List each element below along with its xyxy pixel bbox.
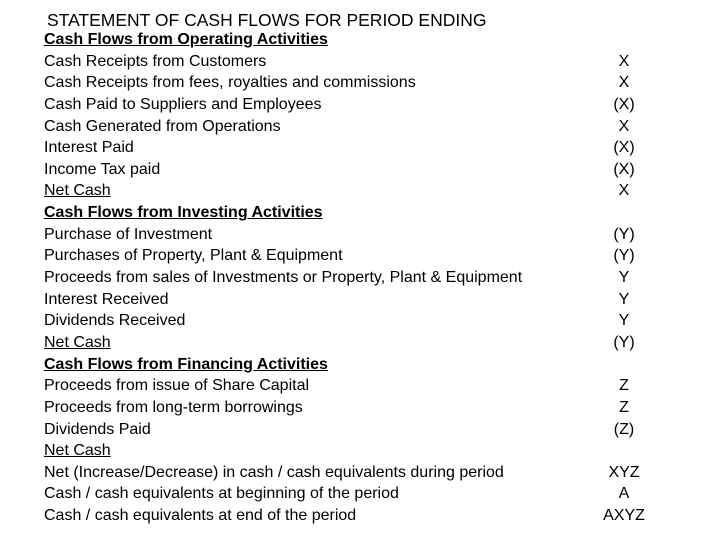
line-item-label: Cash Receipts from Customers [44, 52, 267, 70]
section-header-row [44, 202, 694, 224]
line-item-row [44, 51, 694, 73]
line-item-amount: (X) [613, 139, 635, 157]
line-item-amount: XYZ [608, 463, 640, 481]
net-cash-row [44, 440, 694, 462]
line-item-amount: X [618, 52, 630, 70]
line-item-label: Net (Increase/Decrease) in cash / cash equivalents during period [44, 463, 504, 481]
line-item-amount: Z [619, 377, 629, 395]
section-heading: Cash Flows from Investing Activities [44, 204, 323, 222]
line-item-label: Net Cash [44, 182, 111, 200]
line-item-label: Purchase of Investment [44, 225, 213, 243]
line-item-amount: X [618, 117, 630, 135]
line-item-label: Proceeds from long-term borrowings [44, 398, 303, 416]
line-item-amount: X [618, 74, 630, 92]
line-item-label: Purchases of Property, Plant & Equipment [44, 247, 343, 265]
line-item-amount: (X) [613, 95, 635, 113]
line-item-row [44, 289, 694, 311]
line-item-label: Proceeds from sales of Investments or Property, Plant & Equipment [44, 269, 523, 287]
line-item-row [44, 224, 694, 246]
line-item-row [44, 375, 694, 397]
line-item-amount: A [618, 485, 630, 503]
line-item-row [44, 159, 694, 181]
section-heading: Cash Flows from Operating Activities [44, 31, 328, 48]
line-item-row [44, 245, 694, 267]
net-cash-row [44, 180, 694, 202]
line-item-row [44, 310, 694, 332]
line-item-label: Cash / cash equivalents at beginning of the period [44, 485, 399, 503]
line-item-row [44, 419, 694, 441]
section-heading: Cash Flows from Financing Activities [44, 355, 328, 373]
line-item-row [44, 462, 694, 484]
line-item-label: Proceeds from issue of Share Capital [44, 377, 310, 395]
line-item-label: Interest Paid [44, 139, 134, 157]
section-header-row [44, 354, 694, 376]
line-item-row [44, 94, 694, 116]
line-item-amount: Y [618, 269, 630, 287]
line-item-row [44, 483, 694, 505]
line-item-label: Dividends Paid [44, 420, 151, 438]
line-item-amount: AXYZ [603, 507, 645, 525]
line-item-label: Dividends Received [44, 312, 186, 330]
cash-flow-table [44, 29, 694, 527]
line-item-amount: (Y) [613, 247, 635, 265]
line-item-amount: (X) [613, 160, 635, 178]
line-item-amount: (Y) [613, 333, 635, 351]
line-item-amount: X [618, 182, 630, 200]
line-item-amount: (Z) [613, 420, 635, 438]
net-cash-row [44, 332, 694, 354]
line-item-label: Cash Generated from Operations [44, 117, 281, 135]
line-item-label: Cash / cash equivalents at end of the period [44, 507, 357, 525]
statement-title: STATEMENT OF CASH FLOWS FOR PERIOD ENDING [47, 10, 487, 30]
line-item-row [44, 72, 694, 94]
line-item-label: Cash Paid to Suppliers and Employees [44, 95, 322, 113]
line-item-row [44, 397, 694, 419]
line-item-amount: (Y) [613, 225, 635, 243]
line-item-label: Net Cash [44, 333, 111, 351]
line-item-label: Cash Receipts from fees, royalties and commissions [44, 74, 416, 92]
line-item-label: Net Cash [44, 442, 111, 460]
line-item-label: Interest Received [44, 290, 169, 308]
line-item-amount: Y [618, 312, 630, 330]
line-item-row [44, 267, 694, 289]
line-item-amount: Y [618, 290, 630, 308]
section-header-row [44, 29, 694, 51]
line-item-row [44, 137, 694, 159]
line-item-label: Income Tax paid [44, 160, 161, 178]
line-item-row [44, 116, 694, 138]
line-item-row [44, 505, 694, 527]
line-item-amount: Z [619, 398, 629, 416]
